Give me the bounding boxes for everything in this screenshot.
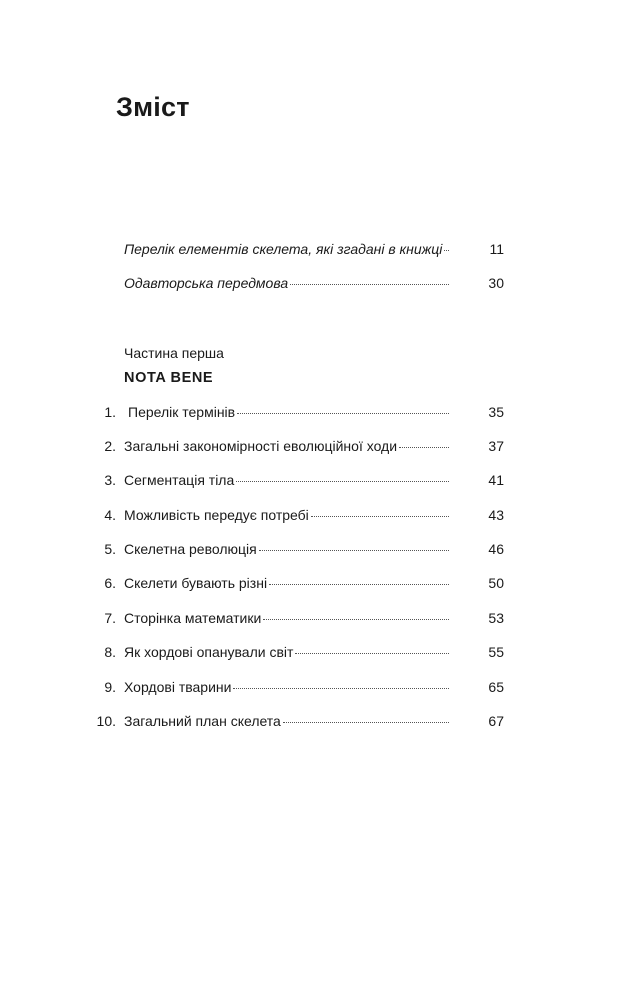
toc-entry-elements-list[interactable] [0, 241, 632, 263]
dot-leader [269, 583, 449, 585]
chapter-title: Перелік термінів [128, 404, 236, 420]
chapter-title: Загальні закономірності еволюційної ходи [124, 438, 398, 454]
part-title: NOTA BENE [124, 370, 214, 386]
dot-leader [233, 687, 449, 689]
toc-chapter-7[interactable] [0, 610, 632, 632]
chapter-page: 53 [488, 610, 504, 626]
chapter-number: 3. [104, 472, 116, 488]
dot-leader [295, 652, 449, 654]
chapter-number: 10. [96, 713, 116, 729]
toc-chapter-2[interactable] [0, 438, 632, 460]
toc-chapter-9[interactable] [0, 679, 632, 701]
toc-chapter-5[interactable] [0, 541, 632, 563]
chapter-number: 7. [104, 610, 116, 626]
chapter-number: 1. [104, 404, 116, 420]
chapter-number: 2. [104, 438, 116, 454]
toc-entry-label: Перелік елементів скелета, які згадані в книжці [124, 241, 443, 257]
chapter-title: Сегментація тіла [124, 472, 235, 488]
chapter-title: Сторінка математики [124, 610, 262, 626]
toc-entry-page: 30 [488, 275, 504, 291]
toc-chapter-3[interactable] [0, 472, 632, 494]
chapter-page: 43 [488, 507, 504, 523]
toc-chapter-6[interactable] [0, 575, 632, 597]
chapter-title: Скелети бувають різні [124, 575, 268, 591]
dot-leader [311, 515, 449, 517]
toc-entry-label: Одавторська передмова [124, 275, 289, 291]
chapter-number: 6. [104, 575, 116, 591]
toc-chapter-8[interactable] [0, 644, 632, 666]
chapter-number: 8. [104, 644, 116, 660]
toc-chapter-1[interactable] [0, 404, 632, 426]
page-title: Зміст [116, 92, 190, 122]
dot-leader [263, 618, 449, 620]
chapter-page: 37 [488, 438, 504, 454]
chapter-page: 46 [488, 541, 504, 557]
chapter-title: Скелетна революція [124, 541, 257, 557]
chapter-page: 41 [488, 472, 504, 488]
chapter-title: Хордові тварини [124, 679, 232, 695]
chapter-title: Як хордові опанували світ [124, 644, 294, 660]
chapter-page: 50 [488, 575, 504, 591]
chapter-number: 9. [104, 679, 116, 695]
dot-leader [399, 446, 449, 448]
toc-chapter-10[interactable] [0, 713, 632, 735]
dot-leader [290, 283, 449, 285]
toc-chapter-4[interactable] [0, 507, 632, 529]
chapter-page: 67 [488, 713, 504, 729]
chapter-number: 5. [104, 541, 116, 557]
chapter-page: 55 [488, 644, 504, 660]
toc-entry-foreword[interactable] [0, 275, 632, 297]
chapter-title: Загальний план скелета [124, 713, 281, 729]
part-label: Частина перша [124, 345, 224, 361]
chapter-number: 4. [104, 507, 116, 523]
chapter-page: 65 [488, 679, 504, 695]
dot-leader [237, 412, 449, 414]
toc-entry-page: 11 [489, 241, 504, 257]
chapter-page: 35 [488, 404, 504, 420]
dot-leader [236, 480, 449, 482]
dot-leader [259, 549, 449, 551]
chapter-title: Можливість передує потребі [124, 507, 309, 523]
dot-leader [283, 721, 449, 723]
